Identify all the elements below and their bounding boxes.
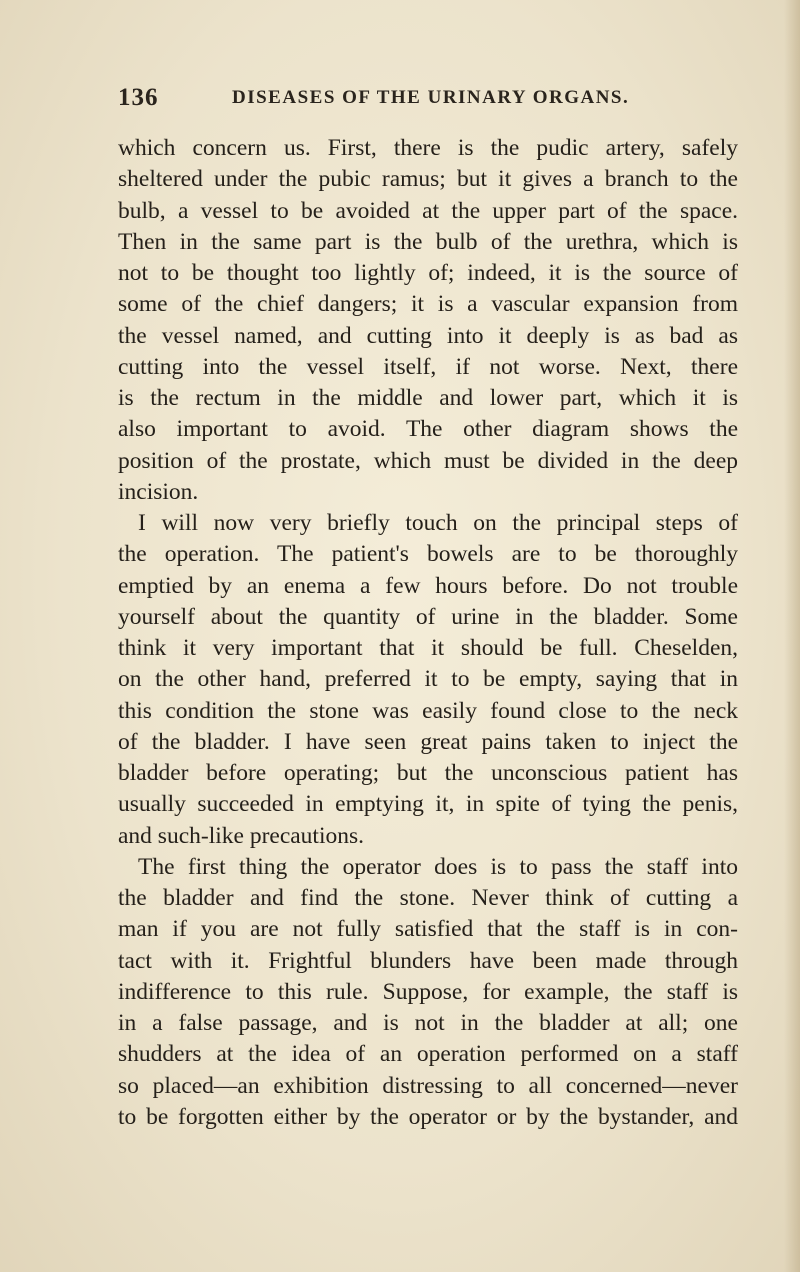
- text-line: of the bladder. I have seen great pains taken to inject the: [118, 728, 738, 755]
- page-number: 136: [118, 84, 159, 111]
- text-line: to be forgotten either by the operator or by the bystander, and: [118, 1103, 738, 1130]
- text-line: some of the chief dangers; it is a vascular expansion from: [118, 291, 738, 318]
- text-line: The first thing the operator does is to pass the staff into: [138, 853, 738, 880]
- text-line: shudders at the idea of an operation performed on a staff: [118, 1041, 738, 1068]
- text-line: this condition the stone was easily found close to the neck: [118, 697, 738, 724]
- text-line: bladder before operating; but the unconscious patient has: [118, 760, 738, 786]
- text-line: which concern us. First, there is the pudic artery, safely: [118, 135, 738, 161]
- text-line: I will now very briefly touch on the principal steps of: [138, 510, 738, 536]
- text-line: bulb, a vessel to be avoided at the upper part of the space.: [118, 197, 738, 224]
- text-line: the operation. The patient's bowels are to be thoroughly: [118, 541, 738, 568]
- text-line: Then in the same part is the bulb of the urethra, which is: [118, 228, 738, 255]
- text-line: so placed—an exhibition distressing to all concerned—never: [118, 1072, 738, 1099]
- text-line: the vessel named, and cutting into it deeply is as bad as: [118, 322, 738, 349]
- page-edge-shadow: [784, 0, 800, 1272]
- text-line: the bladder and find the stone. Never think of cutting a: [118, 885, 738, 911]
- text-line: incision.: [118, 478, 199, 505]
- text-line: on the other hand, preferred it to be empty, saying that in: [118, 666, 738, 693]
- text-line: indifference to this rule. Suppose, for example, the staff is: [118, 978, 738, 1005]
- running-head: [118, 84, 738, 114]
- text-line: also important to avoid. The other diagram shows the: [118, 416, 738, 443]
- text-line: in a false passage, and is not in the bladder at all; one: [118, 1010, 738, 1036]
- text-line: yourself about the quantity of urine in the bladder. Some: [118, 603, 738, 630]
- text-line: man if you are not fully satisfied that the staff is in con-: [118, 916, 738, 943]
- text-line: tact with it. Frightful blunders have been made through: [118, 947, 738, 974]
- body-text: [118, 133, 738, 1133]
- text-line: emptied by an enema a few hours before. Do not trouble: [118, 572, 738, 599]
- running-title: DISEASES OF THE URINARY ORGANS.: [232, 87, 630, 108]
- text-line: and such-like precautions.: [118, 822, 365, 849]
- text-line: not to be thought too lightly of; indeed, it is the source of: [118, 260, 738, 286]
- text-line: usually succeeded in emptying it, in spite of tying the penis,: [118, 791, 738, 818]
- text-line: position of the prostate, which must be divided in the deep: [118, 447, 738, 474]
- text-line: is the rectum in the middle and lower part, which it is: [118, 385, 738, 411]
- text-line: think it very important that it should be full. Cheselden,: [118, 635, 738, 661]
- text-line: cutting into the vessel itself, if not worse. Next, there: [118, 353, 738, 380]
- text-line: sheltered under the pubic ramus; but it gives a branch to the: [118, 166, 738, 193]
